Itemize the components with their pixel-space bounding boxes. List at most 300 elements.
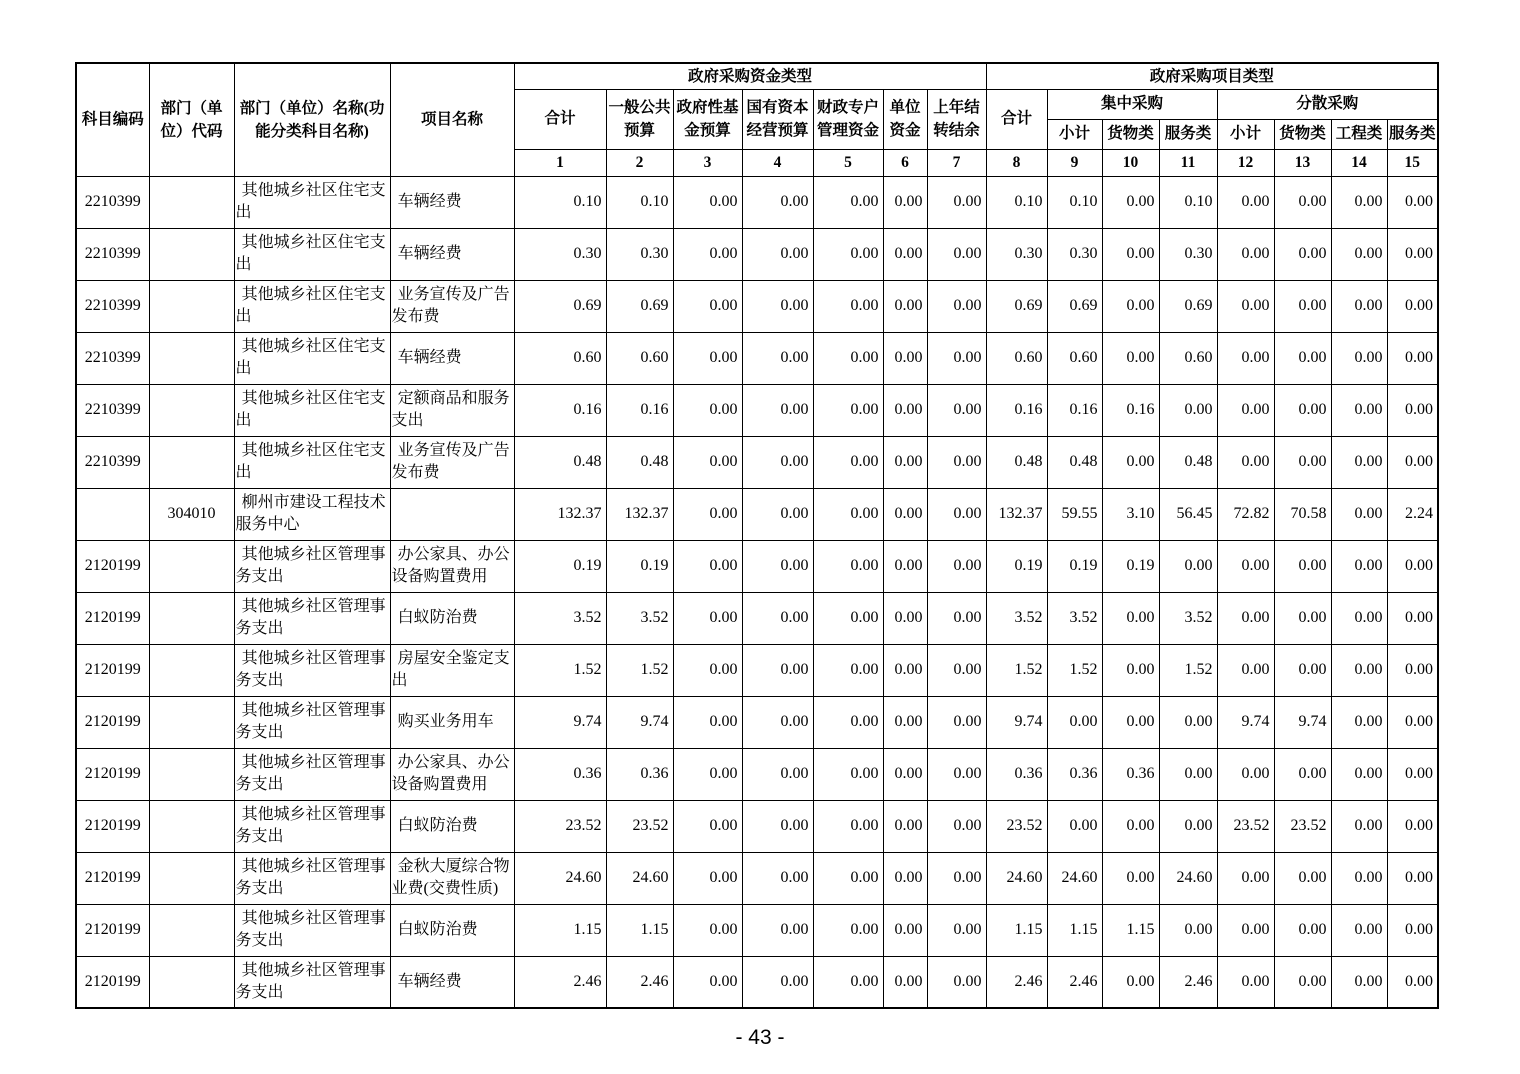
- header-fiscal-account-funds: 财政专户管理资金: [813, 89, 883, 149]
- value-cell: 0.00: [742, 956, 813, 1008]
- value-cell: 0.00: [1387, 592, 1438, 644]
- col-number: 7: [927, 149, 986, 176]
- value-cell: 24.60: [1047, 852, 1102, 904]
- dept-name-cell: 其他城乡社区管理事务支出: [234, 592, 390, 644]
- value-cell: 0.00: [1331, 904, 1387, 956]
- dept-name-cell: 其他城乡社区管理事务支出: [234, 956, 390, 1008]
- value-cell: 9.74: [606, 696, 673, 748]
- project-name-cell: 购买业务用车: [390, 696, 514, 748]
- value-cell: 0.00: [927, 696, 986, 748]
- value-cell: 0.16: [1047, 384, 1102, 436]
- value-cell: 9.74: [986, 696, 1047, 748]
- value-cell: 0.16: [1102, 384, 1159, 436]
- dept-name-cell: 其他城乡社区管理事务支出: [234, 904, 390, 956]
- table-row: [76, 800, 1438, 852]
- value-cell: 0.19: [1047, 540, 1102, 592]
- dept-code-cell: [149, 644, 234, 696]
- dept-code-cell: [149, 228, 234, 280]
- value-cell: 0.00: [1387, 436, 1438, 488]
- value-cell: 0.00: [742, 280, 813, 332]
- value-cell: 0.00: [1217, 384, 1274, 436]
- value-cell: 0.16: [606, 384, 673, 436]
- value-cell: 0.00: [1331, 956, 1387, 1008]
- value-cell: 0.60: [986, 332, 1047, 384]
- header-carryover: 上年结转结余: [927, 89, 986, 149]
- subject-code-cell: 2120199: [76, 592, 149, 644]
- header-general-public-budget: 一般公共预算: [606, 89, 673, 149]
- value-cell: 0.00: [927, 176, 986, 228]
- value-cell: 0.00: [1387, 280, 1438, 332]
- table-row: [76, 956, 1438, 1008]
- value-cell: 0.00: [742, 384, 813, 436]
- value-cell: 0.30: [1159, 228, 1217, 280]
- subject-code-cell: 2120199: [76, 540, 149, 592]
- col-number: 1: [514, 149, 606, 176]
- dept-name-cell: 其他城乡社区住宅支出: [234, 176, 390, 228]
- value-cell: 0.00: [927, 384, 986, 436]
- table-row: [76, 228, 1438, 280]
- value-cell: 0.10: [514, 176, 606, 228]
- value-cell: 0.10: [986, 176, 1047, 228]
- value-cell: 0.16: [514, 384, 606, 436]
- header-fund-total: 合计: [514, 89, 606, 149]
- project-name-cell: 办公家具、办公设备购置费用: [390, 748, 514, 800]
- value-cell: 0.00: [1047, 800, 1102, 852]
- dept-name-cell: 柳州市建设工程技术服务中心: [234, 488, 390, 540]
- value-cell: 0.00: [742, 488, 813, 540]
- value-cell: 0.00: [673, 644, 742, 696]
- value-cell: 2.46: [986, 956, 1047, 1008]
- project-name-cell: 办公家具、办公设备购置费用: [390, 540, 514, 592]
- dept-code-cell: [149, 540, 234, 592]
- value-cell: 2.46: [1159, 956, 1217, 1008]
- project-name-cell: 车辆经费: [390, 332, 514, 384]
- col-number: 13: [1274, 149, 1331, 176]
- value-cell: 0.36: [986, 748, 1047, 800]
- value-cell: 1.52: [606, 644, 673, 696]
- value-cell: 0.30: [514, 228, 606, 280]
- value-cell: 0.00: [927, 332, 986, 384]
- value-cell: 0.16: [986, 384, 1047, 436]
- value-cell: 0.00: [1387, 384, 1438, 436]
- col-number: 14: [1331, 149, 1387, 176]
- value-cell: 0.00: [883, 384, 927, 436]
- project-name-cell: [390, 488, 514, 540]
- table-row: [76, 540, 1438, 592]
- value-cell: 0.00: [1274, 280, 1331, 332]
- value-cell: 0.48: [986, 436, 1047, 488]
- dept-code-cell: [149, 592, 234, 644]
- value-cell: 0.00: [673, 904, 742, 956]
- subject-code-cell: 2120199: [76, 904, 149, 956]
- subject-code-cell: 2120199: [76, 696, 149, 748]
- value-cell: 0.00: [813, 904, 883, 956]
- value-cell: 0.60: [1047, 332, 1102, 384]
- value-cell: 0.00: [1331, 488, 1387, 540]
- value-cell: 0.00: [1217, 956, 1274, 1008]
- value-cell: 1.15: [1102, 904, 1159, 956]
- subject-code-cell: 2120199: [76, 748, 149, 800]
- value-cell: 0.00: [1102, 280, 1159, 332]
- value-cell: 56.45: [1159, 488, 1217, 540]
- value-cell: 0.00: [1387, 332, 1438, 384]
- dept-name-cell: 其他城乡社区管理事务支出: [234, 852, 390, 904]
- col-number: 3: [673, 149, 742, 176]
- value-cell: 0.00: [927, 436, 986, 488]
- value-cell: 59.55: [1047, 488, 1102, 540]
- value-cell: 0.00: [1102, 176, 1159, 228]
- value-cell: 0.00: [813, 800, 883, 852]
- table-row: [76, 384, 1438, 436]
- value-cell: 0.00: [742, 228, 813, 280]
- value-cell: 0.48: [514, 436, 606, 488]
- value-cell: 9.74: [1274, 696, 1331, 748]
- value-cell: 0.00: [883, 956, 927, 1008]
- value-cell: 1.15: [606, 904, 673, 956]
- subject-code-cell: 2210399: [76, 332, 149, 384]
- dept-code-cell: [149, 176, 234, 228]
- value-cell: 0.00: [673, 748, 742, 800]
- col-number: 10: [1102, 149, 1159, 176]
- value-cell: 0.30: [1047, 228, 1102, 280]
- dept-code-cell: [149, 748, 234, 800]
- table-row: [76, 332, 1438, 384]
- value-cell: 0.00: [1274, 592, 1331, 644]
- value-cell: 0.00: [813, 280, 883, 332]
- value-cell: 0.00: [927, 956, 986, 1008]
- dept-code-cell: [149, 852, 234, 904]
- value-cell: 0.00: [1102, 800, 1159, 852]
- value-cell: 1.15: [986, 904, 1047, 956]
- value-cell: 0.48: [606, 436, 673, 488]
- value-cell: 0.00: [927, 904, 986, 956]
- value-cell: 0.00: [1217, 852, 1274, 904]
- value-cell: 0.00: [673, 228, 742, 280]
- value-cell: 0.00: [1331, 332, 1387, 384]
- table-row: [76, 748, 1438, 800]
- value-cell: 0.00: [673, 280, 742, 332]
- value-cell: 1.52: [1159, 644, 1217, 696]
- value-cell: 0.00: [742, 332, 813, 384]
- value-cell: 0.00: [673, 384, 742, 436]
- project-name-cell: 金秋大厦综合物业费(交费性质): [390, 852, 514, 904]
- value-cell: 0.00: [1387, 176, 1438, 228]
- value-cell: 9.74: [514, 696, 606, 748]
- header-row-groups: [76, 63, 1438, 89]
- value-cell: 0.00: [927, 488, 986, 540]
- header-dept-name: 部门（单位）名称(功能分类科目名称): [234, 63, 390, 176]
- dept-name-cell: 其他城乡社区住宅支出: [234, 280, 390, 332]
- dept-name-cell: 其他城乡社区住宅支出: [234, 332, 390, 384]
- value-cell: 0.00: [813, 956, 883, 1008]
- value-cell: 132.37: [986, 488, 1047, 540]
- value-cell: 0.00: [1274, 852, 1331, 904]
- value-cell: 0.00: [813, 384, 883, 436]
- value-cell: 0.48: [1047, 436, 1102, 488]
- project-name-cell: 车辆经费: [390, 176, 514, 228]
- value-cell: 0.00: [673, 488, 742, 540]
- value-cell: 0.00: [1331, 748, 1387, 800]
- col-number: 15: [1387, 149, 1438, 176]
- value-cell: 0.00: [1159, 800, 1217, 852]
- header-project-type-group: 政府采购项目类型: [986, 63, 1438, 89]
- value-cell: 0.00: [1102, 644, 1159, 696]
- project-name-cell: 车辆经费: [390, 956, 514, 1008]
- value-cell: 0.00: [1387, 696, 1438, 748]
- table-header: [76, 63, 1438, 176]
- value-cell: 0.00: [813, 228, 883, 280]
- value-cell: 0.00: [742, 540, 813, 592]
- header-decentralized-goods: 货物类: [1274, 119, 1331, 149]
- dept-code-cell: [149, 696, 234, 748]
- value-cell: 0.00: [742, 436, 813, 488]
- value-cell: 0.00: [813, 696, 883, 748]
- value-cell: 0.19: [514, 540, 606, 592]
- value-cell: 0.00: [673, 956, 742, 1008]
- header-decentralized-services: 服务类: [1387, 119, 1438, 149]
- value-cell: 0.00: [1102, 436, 1159, 488]
- value-cell: 132.37: [606, 488, 673, 540]
- value-cell: 0.00: [673, 800, 742, 852]
- dept-name-cell: 其他城乡社区住宅支出: [234, 436, 390, 488]
- value-cell: 23.52: [514, 800, 606, 852]
- value-cell: 0.00: [1159, 540, 1217, 592]
- table-row: [76, 592, 1438, 644]
- value-cell: 0.00: [1217, 280, 1274, 332]
- value-cell: 0.00: [1217, 904, 1274, 956]
- value-cell: 0.10: [1047, 176, 1102, 228]
- col-number: 11: [1159, 149, 1217, 176]
- header-decentralized: 分散采购: [1217, 89, 1438, 119]
- value-cell: 0.00: [927, 748, 986, 800]
- value-cell: 0.00: [1217, 644, 1274, 696]
- project-name-cell: 定额商品和服务支出: [390, 384, 514, 436]
- value-cell: 2.46: [606, 956, 673, 1008]
- value-cell: 0.60: [514, 332, 606, 384]
- value-cell: 0.19: [1102, 540, 1159, 592]
- value-cell: 0.00: [1331, 696, 1387, 748]
- value-cell: 132.37: [514, 488, 606, 540]
- table-row: [76, 280, 1438, 332]
- value-cell: 0.00: [927, 228, 986, 280]
- value-cell: 72.82: [1217, 488, 1274, 540]
- value-cell: 0.00: [1274, 384, 1331, 436]
- dept-code-cell: [149, 800, 234, 852]
- header-dept-code: 部门（单位）代码: [149, 63, 234, 176]
- value-cell: 3.10: [1102, 488, 1159, 540]
- value-cell: 1.15: [514, 904, 606, 956]
- value-cell: 0.00: [1387, 540, 1438, 592]
- table-row: [76, 436, 1438, 488]
- value-cell: 0.00: [1387, 644, 1438, 696]
- value-cell: 0.00: [883, 904, 927, 956]
- value-cell: 24.60: [606, 852, 673, 904]
- value-cell: 0.36: [606, 748, 673, 800]
- header-unit-funds: 单位资金: [883, 89, 927, 149]
- value-cell: 0.00: [1387, 956, 1438, 1008]
- value-cell: 23.52: [986, 800, 1047, 852]
- value-cell: 0.00: [742, 176, 813, 228]
- value-cell: 0.00: [1047, 696, 1102, 748]
- value-cell: 0.00: [1102, 592, 1159, 644]
- project-name-cell: 白蚁防治费: [390, 592, 514, 644]
- col-number: 6: [883, 149, 927, 176]
- value-cell: 0.00: [1387, 852, 1438, 904]
- value-cell: 0.00: [1331, 228, 1387, 280]
- value-cell: 0.00: [1331, 436, 1387, 488]
- value-cell: 0.00: [1102, 696, 1159, 748]
- value-cell: 0.00: [1331, 800, 1387, 852]
- value-cell: 0.00: [673, 436, 742, 488]
- value-cell: 0.00: [1331, 176, 1387, 228]
- value-cell: 0.00: [813, 332, 883, 384]
- value-cell: 0.00: [813, 488, 883, 540]
- procurement-table: [75, 62, 1439, 1009]
- header-state-capital-budget: 国有资本经营预算: [742, 89, 813, 149]
- value-cell: 1.52: [514, 644, 606, 696]
- header-decentralized-subtotal: 小计: [1217, 119, 1274, 149]
- project-name-cell: 房屋安全鉴定支出: [390, 644, 514, 696]
- header-centralized-subtotal: 小计: [1047, 119, 1102, 149]
- value-cell: 0.36: [1047, 748, 1102, 800]
- value-cell: 0.00: [813, 436, 883, 488]
- value-cell: 0.10: [1159, 176, 1217, 228]
- value-cell: 0.00: [1331, 592, 1387, 644]
- value-cell: 0.00: [1387, 800, 1438, 852]
- table-row: [76, 696, 1438, 748]
- value-cell: 0.00: [883, 800, 927, 852]
- value-cell: 2.46: [1047, 956, 1102, 1008]
- value-cell: 0.00: [673, 696, 742, 748]
- subject-code-cell: 2120199: [76, 644, 149, 696]
- value-cell: 0.00: [1331, 384, 1387, 436]
- project-name-cell: 业务宣传及广告发布费: [390, 436, 514, 488]
- value-cell: 0.00: [883, 332, 927, 384]
- value-cell: 0.00: [742, 852, 813, 904]
- value-cell: 0.30: [606, 228, 673, 280]
- value-cell: 0.00: [673, 592, 742, 644]
- value-cell: 0.00: [1217, 332, 1274, 384]
- project-name-cell: 白蚁防治费: [390, 800, 514, 852]
- header-subject-code: 科目编码: [76, 63, 149, 176]
- dept-name-cell: 其他城乡社区住宅支出: [234, 228, 390, 280]
- col-number: 12: [1217, 149, 1274, 176]
- dept-code-cell: [149, 280, 234, 332]
- table-row: [76, 176, 1438, 228]
- dept-code-cell: [149, 956, 234, 1008]
- value-cell: 0.00: [1274, 436, 1331, 488]
- value-cell: 0.00: [883, 436, 927, 488]
- value-cell: 0.00: [883, 748, 927, 800]
- header-centralized-services: 服务类: [1159, 119, 1217, 149]
- value-cell: 0.00: [742, 696, 813, 748]
- value-cell: 24.60: [1159, 852, 1217, 904]
- value-cell: 1.15: [1047, 904, 1102, 956]
- dept-code-cell: [149, 332, 234, 384]
- value-cell: 0.00: [883, 176, 927, 228]
- value-cell: 0.00: [673, 540, 742, 592]
- value-cell: 23.52: [1274, 800, 1331, 852]
- value-cell: 0.00: [1331, 540, 1387, 592]
- value-cell: 0.00: [1274, 644, 1331, 696]
- value-cell: 24.60: [514, 852, 606, 904]
- project-name-cell: 车辆经费: [390, 228, 514, 280]
- project-name-cell: 业务宣传及广告发布费: [390, 280, 514, 332]
- table-row: [76, 904, 1438, 956]
- value-cell: 0.69: [1047, 280, 1102, 332]
- subject-code-cell: 2210399: [76, 176, 149, 228]
- value-cell: 0.19: [606, 540, 673, 592]
- value-cell: 0.69: [986, 280, 1047, 332]
- value-cell: 0.00: [883, 592, 927, 644]
- dept-name-cell: 其他城乡社区管理事务支出: [234, 748, 390, 800]
- value-cell: 0.00: [883, 852, 927, 904]
- value-cell: 0.00: [1331, 280, 1387, 332]
- value-cell: 2.46: [514, 956, 606, 1008]
- table-row: [76, 644, 1438, 696]
- project-name-cell: 白蚁防治费: [390, 904, 514, 956]
- value-cell: 70.58: [1274, 488, 1331, 540]
- header-centralized: 集中采购: [1047, 89, 1217, 119]
- table-body: [76, 176, 1438, 1008]
- table-row: [76, 852, 1438, 904]
- value-cell: 0.00: [1387, 228, 1438, 280]
- value-cell: 0.00: [1217, 748, 1274, 800]
- col-number: 2: [606, 149, 673, 176]
- value-cell: 0.00: [1217, 228, 1274, 280]
- value-cell: 0.00: [742, 904, 813, 956]
- value-cell: 0.00: [927, 800, 986, 852]
- value-cell: 0.69: [606, 280, 673, 332]
- header-centralized-goods: 货物类: [1102, 119, 1159, 149]
- value-cell: 0.00: [927, 592, 986, 644]
- value-cell: 0.00: [1274, 540, 1331, 592]
- header-fund-type-group: 政府采购资金类型: [514, 63, 986, 89]
- subject-code-cell: 2120199: [76, 956, 149, 1008]
- table-row: [76, 488, 1438, 540]
- subject-code-cell: 2210399: [76, 228, 149, 280]
- subject-code-cell: [76, 488, 149, 540]
- value-cell: 0.60: [606, 332, 673, 384]
- value-cell: 0.00: [883, 540, 927, 592]
- dept-code-cell: 304010: [149, 488, 234, 540]
- value-cell: 0.00: [1217, 540, 1274, 592]
- subject-code-cell: 2210399: [76, 280, 149, 332]
- value-cell: 1.52: [986, 644, 1047, 696]
- value-cell: 0.00: [1274, 176, 1331, 228]
- value-cell: 0.00: [673, 332, 742, 384]
- subject-code-cell: 2120199: [76, 852, 149, 904]
- value-cell: 0.00: [1102, 332, 1159, 384]
- subject-code-cell: 2210399: [76, 384, 149, 436]
- value-cell: 3.52: [606, 592, 673, 644]
- value-cell: 23.52: [1217, 800, 1274, 852]
- dept-name-cell: 其他城乡社区管理事务支出: [234, 800, 390, 852]
- value-cell: 0.00: [1387, 904, 1438, 956]
- value-cell: 0.00: [883, 696, 927, 748]
- value-cell: 0.36: [1102, 748, 1159, 800]
- value-cell: 0.00: [1387, 748, 1438, 800]
- value-cell: 0.36: [514, 748, 606, 800]
- value-cell: 0.00: [1159, 384, 1217, 436]
- value-cell: 3.52: [986, 592, 1047, 644]
- value-cell: 9.74: [1217, 696, 1274, 748]
- value-cell: 0.00: [1102, 228, 1159, 280]
- value-cell: 0.00: [1217, 436, 1274, 488]
- col-number: 4: [742, 149, 813, 176]
- page-number: - 43 -: [735, 1026, 785, 1049]
- col-number: 8: [986, 149, 1047, 176]
